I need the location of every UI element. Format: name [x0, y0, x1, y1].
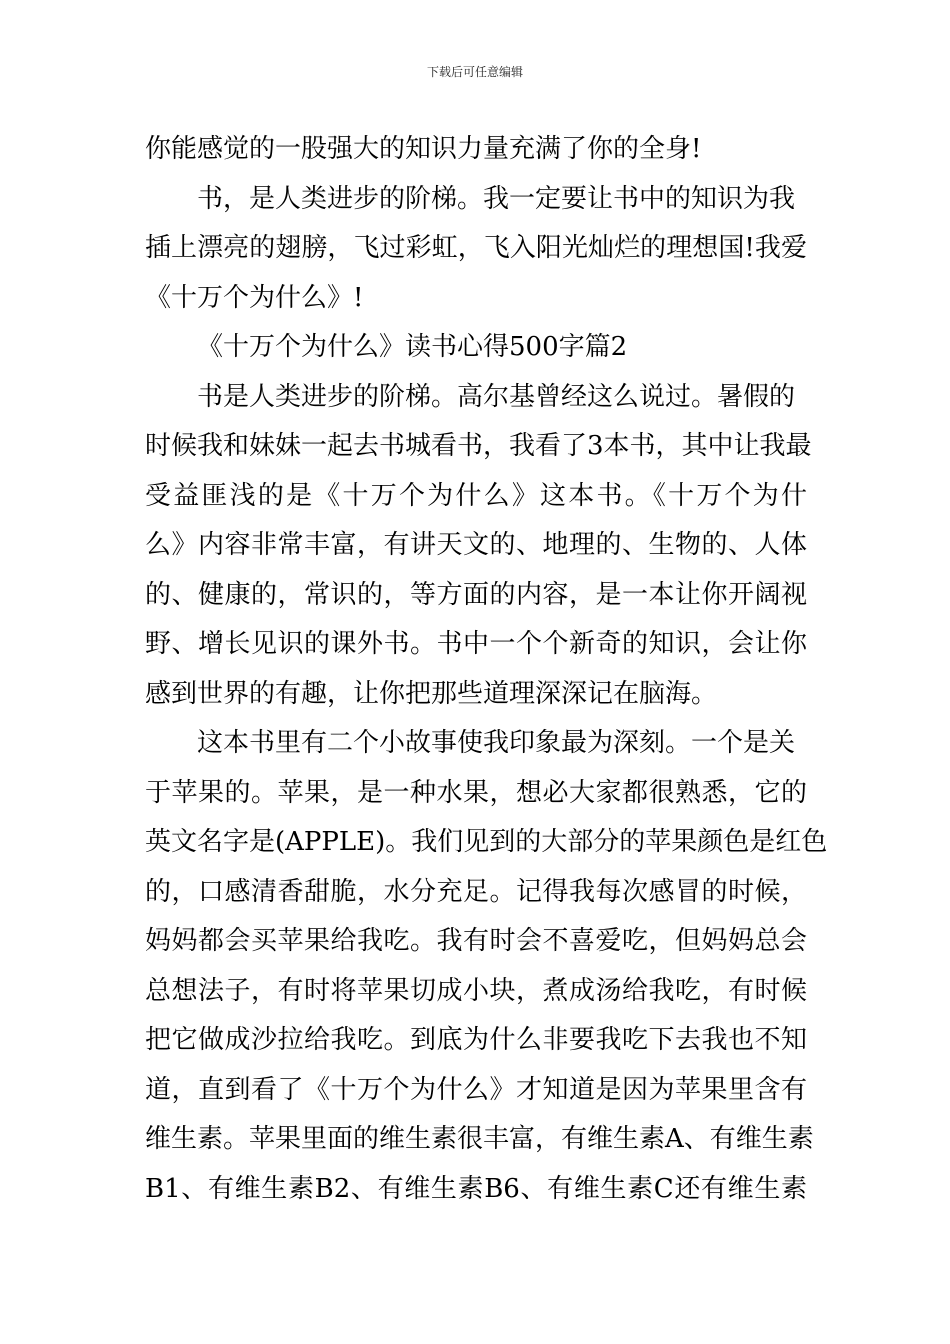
text-line: 书是人类进步的阶梯。高尔基曾经这么说过。暑假的 [197, 381, 796, 412]
text-line: 书，是人类进步的阶梯。我一定要让书中的知识为我 [197, 183, 796, 214]
text-line: 把它做成沙拉给我吃。到底为什么非要我吃下去我也不知 [145, 1025, 807, 1055]
text-line: 的，口感清香甜脆，水分充足。记得我每次感冒的时候， [145, 876, 807, 907]
text-line: 于苹果的。苹果，是一种水果，想必大家都很熟悉，它的 [145, 777, 807, 808]
text-line: 总想法子，有时将苹果切成小块，煮成汤给我吃，有时候 [145, 975, 807, 1006]
text-line: 妈妈都会买苹果给我吃。我有时会不喜爱吃，但妈妈总会 [145, 926, 807, 956]
page-header: 下载后可任意编辑 [426, 65, 523, 79]
text-line: 这本书里有二个小故事使我印象最为深刻。一个是关 [197, 728, 796, 758]
text-line: 你能感觉的一股强大的知识力量充满了你的全身! [145, 134, 702, 164]
text-line: 插上漂亮的翅膀，飞过彩虹，飞入阳光灿烂的理想国!我爱 [145, 233, 807, 263]
section-heading: 《十万个为什么》读书心得500字篇2 [197, 332, 628, 362]
text-line: 感到世界的有趣，让你把那些道理深深记在脑海。 [145, 678, 718, 709]
text-line: 《十万个为什么》! [145, 282, 364, 313]
document-body [145, 125, 828, 1214]
text-line: 的、健康的，常识的，等方面的内容，是一本让你开阔视 [145, 579, 807, 610]
text-line: B1、有维生素B2、有维生素B6、有维生素C还有维生素 [145, 1173, 807, 1204]
text-line: 时候我和妹妹一起去书城看书，我看了3本书，其中让我最 [145, 431, 812, 461]
text-line: 么》内容非常丰富，有讲天文的、地理的、生物的、人体 [145, 530, 807, 560]
text-line: 道，直到看了《十万个为什么》才知道是因为苹果里含有 [145, 1074, 807, 1105]
text-line: 受益匪浅的是《十万个为什么》这本书。《十万个为什 [145, 480, 807, 511]
text-line: 英文名字是(APPLE)。我们见到的大部分的苹果颜色是红色 [145, 827, 828, 857]
text-line: 维生素。苹果里面的维生素很丰富，有维生素A、有维生素 [145, 1124, 814, 1154]
text-line: 野、增长见识的课外书。书中一个个新奇的知识，会让你 [145, 629, 807, 659]
